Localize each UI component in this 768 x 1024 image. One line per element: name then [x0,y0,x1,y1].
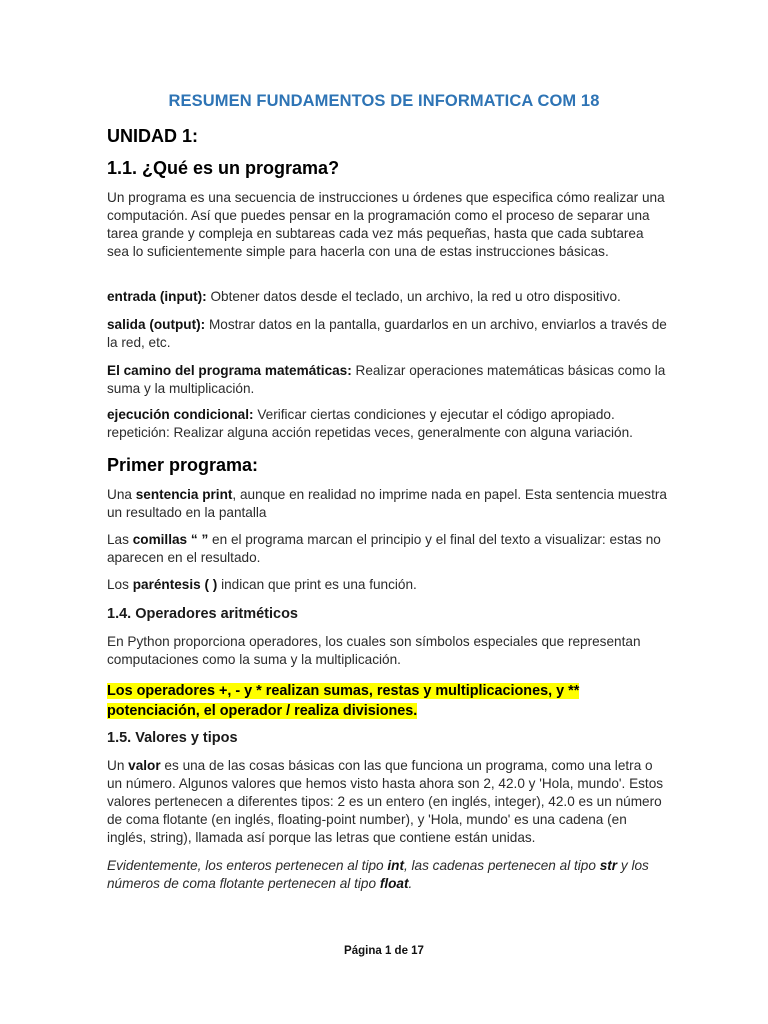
entrada-paragraph [107,288,667,306]
valor-term: valor [128,758,161,773]
footer-page-number: 1 [384,945,392,957]
salida-term: salida (output): [107,317,206,332]
section-heading-1-5: 1.5. Valores y tipos [107,730,238,746]
comillas-pre: Las [107,532,133,547]
parentesis-pre: Los [107,577,133,592]
evidente-c: y los números de coma flotante pertenecen al tipo [107,858,649,891]
footer-pagina: Página [344,945,385,957]
sentencia-text: , aunque en realidad no imprime nada en papel. Esta sentencia muestra un resultado en la pantalla [107,487,667,520]
comillas-text: en el programa marcan el principio y el final del texto a visualizar: estas no aparecen en el resultado. [107,532,661,565]
highlight-line-1: Los operadores +, - y * realizan sumas, restas y multiplicaciones, y ** [107,683,580,699]
highlight-line-2: potenciación, el operador / realiza divisiones. [107,702,418,719]
salida-text: Mostrar datos en la pantalla, guardarlos en un archivo, enviarlos a través de la red, etc. [107,317,667,350]
entrada-term: entrada (input): [107,289,207,304]
section-heading-1-1: 1.1. ¿Qué es un programa? [107,158,340,178]
primer-programa-heading: Primer programa: [107,455,259,475]
parentesis-term: paréntesis ( ) [132,577,218,592]
salida-paragraph [107,316,667,352]
valor-paragraph [107,757,667,847]
type-float: float [379,876,409,891]
comillas-paragraph [107,531,667,567]
valor-text: es una de las cosas básicas con las que funciona un programa, como una letra o un número. Algunos valores que hemos visto hasta ahora son 2, 42.0 y 'Hola, mundo'. Estos valores pertenecen a diferentes tipos: 2 es un entero (en inglés, integer), 42.0 es un número de coma flotante (en inglés, floating-point number), y 'Hola, mundo' es una cadena (en inglés, string), llamada así porque las letras que contiene están unidas. [107,758,664,845]
camino-text: Realizar operaciones matemáticas básicas como la suma y la multiplicación. [107,363,666,396]
type-int: int [387,858,404,873]
footer-de: de [391,945,412,957]
evidente-d: . [408,876,413,891]
unit-heading: UNIDAD 1: [107,126,199,146]
section-heading-1-4: 1.4. Operadores aritméticos [107,606,298,622]
highlighted-note [107,682,667,721]
ejecucion-term: ejecución condicional: [107,407,254,422]
operadores-paragraph: En Python proporciona operadores, los cuales son símbolos especiales que representan computaciones como la suma y la multiplicación. [107,634,641,667]
page-footer [0,945,768,957]
evidente-a: Evidentemente, los enteros pertenecen al tipo [107,858,388,873]
entrada-text: Obtener datos desde el teclado, un archivo, la red u otro dispositivo. [206,289,621,304]
camino-paragraph [107,362,667,398]
comillas-term: comillas “ ” [132,532,209,547]
footer-total-pages: 17 [411,945,424,957]
ejecucion-text: Verificar ciertas condiciones y ejecutar el código apropiado. repetición: Realizar alguna acción repetidas veces, generalmente con alguna variación. [107,407,633,440]
ejecucion-paragraph [107,406,667,442]
evidente-paragraph [107,857,667,893]
type-str: str [599,858,618,873]
intro-paragraph: Un programa es una secuencia de instrucciones u órdenes que especifica cómo realizar una computación. Así que puedes pensar en la programación como el proceso de separar una tarea grande y compleja en subtareas cada vez más pequeñas, hasta que cada subtarea sea lo suficientemente simple para hacerla con una de estas instrucciones básicas. [107,190,665,259]
camino-term: El camino del programa matemáticas: [107,363,352,378]
sentencia-term: sentencia print [135,487,233,502]
parentesis-paragraph [107,576,667,594]
parentesis-text: indican que print es una función. [217,577,417,592]
valor-pre: Un [107,758,129,773]
document-title: RESUMEN FUNDAMENTOS DE INFORMATICA COM 18 [168,92,600,110]
sentencia-pre: Una [107,487,136,502]
sentencia-paragraph [107,486,667,522]
evidente-b: , las cadenas pertenecen al tipo [403,858,600,873]
